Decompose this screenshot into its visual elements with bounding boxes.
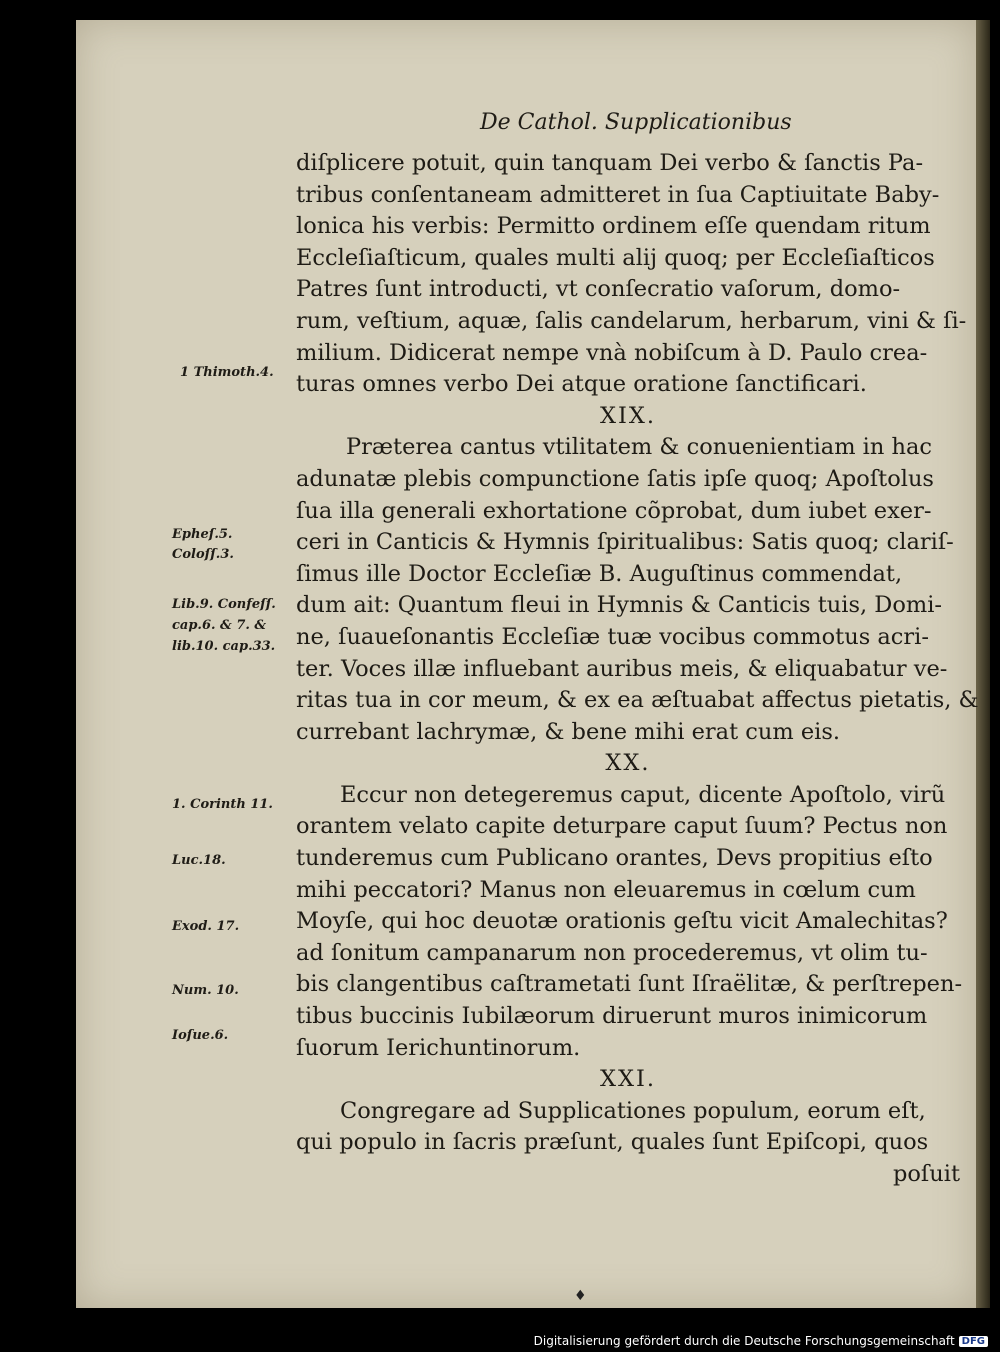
printer-ornament-icon: ♦ xyxy=(574,1288,587,1304)
margin-note: Exod. 17. xyxy=(172,919,240,934)
catchword: poſuit xyxy=(892,1161,960,1187)
margin-note: lib.10. cap.33. xyxy=(172,639,276,654)
text-line: tribus conſentaneam admitteret in ſua Captiuitate Baby- xyxy=(296,181,940,208)
text-line: currebant lachrymæ, & bene mihi erat cum eis. xyxy=(296,718,841,745)
text-line: mihi peccatori? Manus non eleuaremus in cœlum cum xyxy=(296,876,916,903)
text-line: milium. Didicerat nempe vnà nobiſcum à D. Paulo crea- xyxy=(296,339,928,366)
section-heading: XX. xyxy=(605,750,651,777)
text-line: adunatæ plebis compunctione ſatis ipſe quoq; Apoſtolus xyxy=(296,465,934,492)
running-header: De Cathol. Supplicationibus xyxy=(480,110,792,135)
text-line: Congregare ad Supplicationes populum, eorum eſt, xyxy=(340,1097,926,1124)
margin-note: Ioſue.6. xyxy=(172,1028,229,1043)
text-line: ne, ſuaueſonantis Eccleſiæ tuæ vocibus commotus acri- xyxy=(296,623,929,650)
text-line: qui populo in ſacris præſunt, quales ſunt Epiſcopi, quos xyxy=(296,1129,929,1156)
margin-note: Coloſſ.3. xyxy=(172,547,234,562)
text-line: ſimus ille Doctor Eccleſiæ B. Auguſtinus commendat, xyxy=(296,560,903,587)
text-line: ter. Voces illæ influebant auribus meis, & eliquabatur ve- xyxy=(296,655,948,682)
margin-note: Lib.9. Confeſſ. xyxy=(172,597,276,612)
text-line: bis clangentibus caſtrametati ſunt Iſraëlitæ, & perſtrepen- xyxy=(296,971,963,998)
text-line: turas omnes verbo Dei atque oratione ſanctificari. xyxy=(296,371,867,398)
footer-text: Digitalisierung gefördert durch die Deutsche Forschungsgemeinschaft xyxy=(533,1334,955,1348)
text-line: ſuorum Ierichuntinorum. xyxy=(296,1034,581,1061)
text-line: Moyſe, qui hoc deuotæ orationis geſtu vicit Amalechitas? xyxy=(296,908,948,935)
page-edge xyxy=(976,20,990,1308)
text-line: lonica his verbis: Permitto ordinem eſſe quendam ritum xyxy=(296,213,931,240)
text-line: ſua illa generali exhortatione cõprobat, dum iubet exer- xyxy=(296,497,932,524)
text-line: rum, veſtium, aquæ, ſalis candelarum, herbarum, vini & ſi- xyxy=(296,307,967,334)
text-line: diſplicere potuit, quin tanquam Dei verbo & ſanctis Pa- xyxy=(296,150,924,176)
text-line: Eccleſiaſticum, quales multi alij quoq; per Eccleſiaſticos xyxy=(296,244,935,271)
text-line: ritas tua in cor meum, & ex ea æſtuabat affectus pietatis, & xyxy=(296,687,979,714)
dfg-logo-icon[interactable]: DFG xyxy=(959,1336,988,1347)
text-block xyxy=(296,148,979,1191)
digitization-footer xyxy=(534,1334,988,1348)
margin-note: Luc.18. xyxy=(172,853,226,868)
text-line: ceri in Canticis & Hymnis ſpiritualibus: Satis quoq; clariſ- xyxy=(296,529,954,556)
text-line: ad ſonitum campanarum non procederemus, vt olim tu- xyxy=(296,939,928,966)
section-heading: XIX. xyxy=(599,402,657,429)
text-line: Patres ſunt introducti, vt conſecratio vaſorum, domo- xyxy=(296,276,901,303)
section-heading: XXI. xyxy=(599,1066,657,1093)
text-line: Præterea cantus vtilitatem & conuenientiam in hac xyxy=(346,434,933,461)
text-line: dum ait: Quantum fleui in Hymnis & Canticis tuis, Domi- xyxy=(296,592,943,619)
margin-note: 1. Corinth 11. xyxy=(172,797,273,812)
margin-note: 1 Thimoth.4. xyxy=(180,365,274,380)
text-line: tunderemus cum Publicano orantes, Devs propitius eſto xyxy=(296,845,933,872)
text-line: Eccur non detegeremus caput, dicente Apoſtolo, virũ xyxy=(340,781,946,808)
text-line: orantem velato capite deturpare caput ſuum? Pectus non xyxy=(296,813,948,840)
text-line: tibus buccinis Iubilæorum diruerunt muros inimicorum xyxy=(296,1003,928,1030)
margin-note: Epheſ.5. xyxy=(172,527,233,542)
margin-note: cap.6. & 7. & xyxy=(172,618,267,633)
margin-note: Num. 10. xyxy=(172,983,239,998)
